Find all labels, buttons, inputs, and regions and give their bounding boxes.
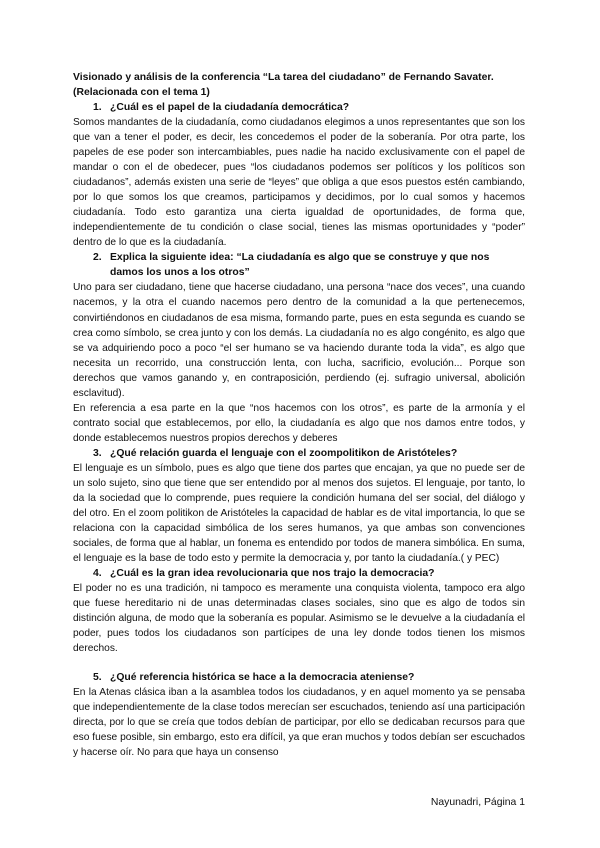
section-3: [73, 446, 525, 566]
answer-paragraph: Uno para ser ciudadano, tiene que hacerse ciudadano, una persona “nace dos veces”, una cuando nacemos, y la otra el cuando nacemos pero dentro de la comunidad a la que pertenecemos, convirtiéndonos en ciudadanos de esa misma, formando parte, pues en esta segunda es cuando se crea como símbolo, se crea junto y con los demás. La ciudadanía no es algo congénito, es algo que se va adquiriendo poco a poco “el ser humano se va haciendo durante toda la vida”, es algo que necesita un recorrido, una construcción lenta, con lucha, sacrificio, evolución... Porque son derechos que vamos ganando y, en contraposición, perdiendo (ej. sufragio universal, abolición esclavitud).: [73, 282, 525, 399]
section-number: 5.: [93, 671, 102, 683]
page-footer: Nayunadri, Página 1: [430, 797, 525, 808]
section-question: [73, 670, 525, 685]
section-question: [73, 250, 525, 280]
question-text: Explica la siguiente idea: “La ciudadanía es algo que se construye y que nos damos los unos a los otros”: [110, 252, 490, 279]
section-number: 4.: [93, 568, 102, 580]
section-number: 3.: [93, 447, 102, 459]
section-1: [73, 100, 525, 250]
question-text: ¿Qué relación guarda el lenguaje con el zoompolitikon de Aristóteles?: [110, 447, 458, 459]
answer-paragraph: En la Atenas clásica iban a la asamblea todos los ciudadanos, y en aquel momento ya se pensaba que independientemente de la clase todos merecían ser escuchados, teniendo así una participación directa, por lo que se creía que todos debían de participar, por ello se dedicaban recursos para que eso fuese posible, sin embargo, esto era difícil, ya que eran muchos y todos debían ser escuchados y hacerse oír. No para que haya un consenso: [73, 686, 525, 758]
section-question: [73, 446, 525, 461]
section-number: 2.: [93, 252, 102, 264]
section-4: [73, 566, 525, 656]
section-2: [73, 250, 525, 446]
answer-paragraph: En referencia a esa parte en la que “nos hacemos con los otros”, es parte de la armonía y el contrato social que establecemos, por ello, la ciudadanía es algo que nos damos entre todos, y donde establecemos nuestros propios derechos y deberes: [73, 402, 525, 444]
question-text: ¿Qué referencia histórica se hace a la democracia ateniense?: [110, 671, 415, 683]
answer-paragraph: El poder no es una tradición, ni tampoco es meramente una conquista violenta, tampoco era algo que fuese hereditario ni de unas determinadas clases sociales, sino que es algo de todos sin distinción alguna, de modo que la soberanía es popular. Asimismo se le devuelve a la ciudadanía el poder, pues todos los ciudadanos son partícipes de una ley donde todos tienen los mismos derechos.: [73, 583, 525, 655]
section-5: [73, 670, 525, 760]
section-question: [73, 566, 525, 581]
document-title: Visionado y análisis de la conferencia “La tarea del ciudadano” de Fernando Savater. (Relacionada con el tema 1): [73, 72, 494, 98]
question-text: ¿Cuál es el papel de la ciudadanía democrática?: [110, 102, 350, 113]
answer-paragraph: El lenguaje es un símbolo, pues es algo que tiene dos partes que encajan, ya que no puede ser de un solo sujeto, sino que tiene que ser entendido por al menos dos sujetos. El lenguaje, por tanto, lo da la sociedad que lo comprende, pues requiere la condición humana del ser social, del diálogo y del otro. En el zoom politikon de Aristóteles la capacidad de hablar es de vital importancia, lo que se relaciona con la capacidad simbólica de los seres humanos, ya que ambas son convenciones sociales, de forma que al hablar, un fonema es entendido por todos de manera simbólica. En suma, el lenguaje es la base de todo esto y permite la democracia y, por tanto la ciudadanía.( y PEC): [73, 462, 525, 565]
document-page: [73, 70, 525, 760]
section-question: [73, 100, 525, 115]
section-spacer: [73, 657, 525, 670]
section-number: 1.: [93, 102, 102, 113]
question-text: ¿Cuál es la gran idea revolucionaria que nos trajo la democracia?: [110, 568, 435, 580]
answer-paragraph: Somos mandantes de la ciudadanía, como ciudadanos elegimos a unos representantes que son los que van a tener el poder, es decir, les concedemos el poder de la soberanía. Por otra parte, los papeles de ese poder son intercambiables, pues nadie ha nacido exclusivamente con el papel de mandar o con el de obedecer, pues “los ciudadanos podemos ser políticos y los políticos son ciudadanos”, además existen una serie de “leyes” que obliga a que esos puestos estén cambiando, por lo que somos los que creamos, participamos y decidimos, por lo cual somos y hacemos ciudadanía. Todo esto garantiza una cierta igualdad de oportunidades, de forma que, independientemente de tu condición o clase social, tienes las mismas oportunidades y “poder” dentro de lo que es la ciudadanía.: [73, 117, 525, 249]
